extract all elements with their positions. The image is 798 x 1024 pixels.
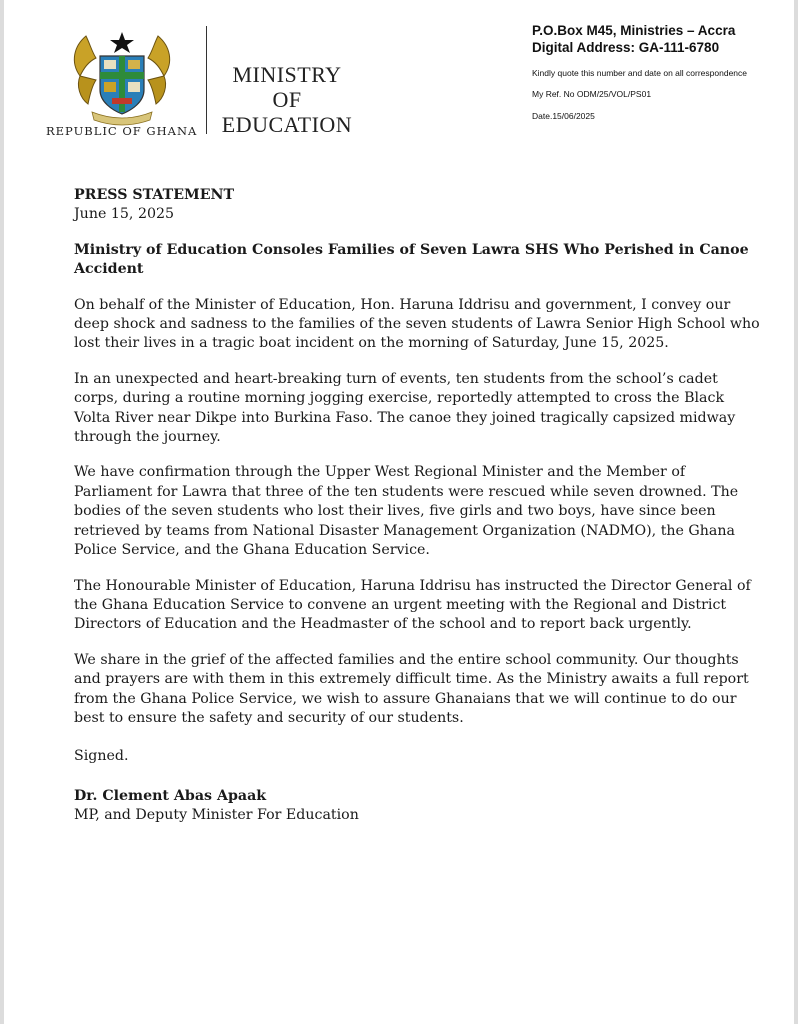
signed-label: Signed. bbox=[74, 748, 129, 765]
quote-note: Kindly quote this number and date on all correspondence bbox=[532, 68, 748, 78]
letterhead-divider bbox=[206, 26, 207, 134]
statement-headline: Ministry of Education Consoles Families of Seven Lawra SHS Who Perished in Canoe Accident bbox=[74, 241, 749, 278]
republic-of-ghana-label: REPUBLIC OF GHANA bbox=[46, 124, 198, 138]
ministry-line: OF bbox=[272, 87, 302, 112]
press-statement-label: PRESS STATEMENT bbox=[74, 187, 235, 203]
statement-date: June 15, 2025 bbox=[74, 206, 175, 223]
contact-block bbox=[532, 22, 747, 122]
body-paragraph: The Honourable Minister of Education, Haruna Iddrisu has instructed the Director General of the Ghana Education Service to convene an urgent meeting with the Regional and District Directors of Education and the Headmaster of the school and to report back urgently. bbox=[74, 577, 751, 633]
letter-date: Date.15/06/2025 bbox=[532, 111, 595, 121]
body-paragraph: In an unexpected and heart-breaking turn of events, ten students from the school’s cadet corps, during a routine morning jogging exercise, reportedly attempted to cross the Black Volta River near Dikpe into Burkina Faso. The canoe they joined tragically capsized midway through the journey. bbox=[74, 370, 736, 446]
ministry-line: EDUCATION bbox=[221, 112, 353, 137]
digital-address: Digital Address: GA-111-6780 bbox=[532, 40, 720, 55]
body-paragraph: On behalf of the Minister of Education, Hon. Haruna Iddrisu and government, I convey our deep shock and sadness to the families of the seven students of Lawra Senior High School who lost their lives in a tragic boat incident on the morning of Saturday, June 15, 2025. bbox=[74, 296, 760, 352]
postal-address: P.O.Box M45, Ministries – Accra bbox=[532, 23, 736, 38]
ministry-name bbox=[212, 62, 362, 137]
signer-title: MP, and Deputy Minister For Education bbox=[74, 807, 359, 824]
ministry-line: MINISTRY bbox=[232, 62, 342, 87]
ghana-coat-of-arms-icon bbox=[66, 28, 178, 128]
letter-page bbox=[4, 0, 794, 1024]
body-paragraph: We share in the grief of the affected families and the entire school community. Our thoughts and prayers are with them in this extremely difficult time. As the Ministry awaits a full report from the Ghana Police Service, we wish to assure Ghanaians that we will continue to do our best to ensure the safety and security of our students. bbox=[74, 651, 749, 726]
statement-body bbox=[74, 186, 764, 826]
reference-number: My Ref. No ODM/25/VOL/PS01 bbox=[532, 89, 652, 99]
signer-name: Dr. Clement Abas Apaak bbox=[74, 787, 267, 804]
body-paragraph: We have confirmation through the Upper West Regional Minister and the Member of Parliament for Lawra that three of the ten students were rescued while seven drowned. The bodies of the seven students who lost their lives, five girls and two boys, have since been retrieved by teams from National Disaster Management Organization (NADMO), the Ghana Police Service, and the Ghana Education Service. bbox=[74, 464, 739, 559]
